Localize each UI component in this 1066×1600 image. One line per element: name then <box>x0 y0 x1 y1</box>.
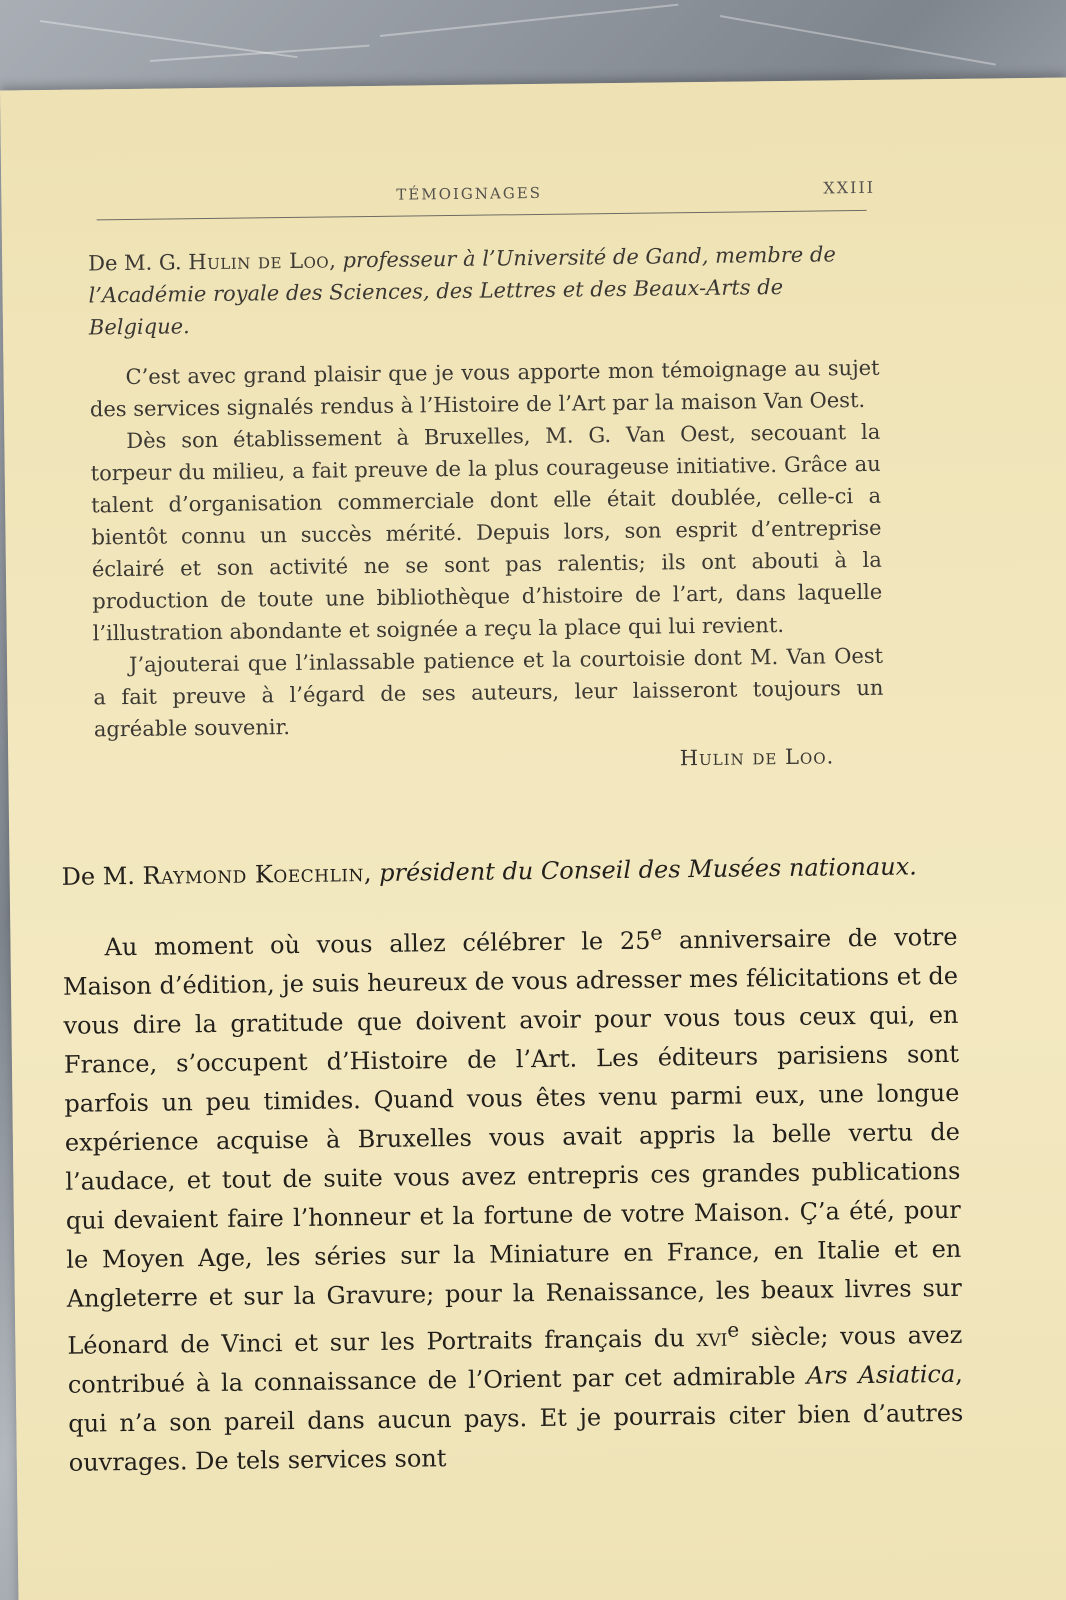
author-role: président du Conseil des Musées nationaux. <box>378 852 917 887</box>
paragraph: Dès son établissement à Bruxelles, M. G. Van Oest, secouant la torpeur du milieu, a fait preuve de la plus courageuse initiative. Grâce au talent d’organisation commerciale dont elle était doublée, celle-ci a bientôt connu un succès mérité. Depuis lors, son esprit d’entreprise éclairé et son activité ne se sont pas ralentis; ils ont abouti à la production de toute une bibliothèque d’histoire de l’art, dans laquelle l’illustration abondante et soignée a reçu la place qui lui revient. <box>90 419 883 646</box>
superscript: e <box>727 1317 740 1342</box>
intro-comma: , <box>329 248 343 273</box>
century-numeral: xvi <box>696 1323 728 1353</box>
text-run: siècle; vous avez contribué à la connaissance de l’Orient par cet admirable <box>67 1320 963 1399</box>
text-run: , qui n’a son pareil dans aucun pays. Et je pourrais citer bien d’autres ouvrages. De tels services sont <box>68 1359 964 1477</box>
author-role: professeur à l’Université de Gand, membre de l’Académie royale des Sciences, des Lettres et des Beaux-Arts de Belgique. <box>88 242 836 340</box>
book-title: Ars Asiatica <box>806 1359 956 1390</box>
signature: Hulin de Loo. <box>679 744 835 771</box>
author-name: Raymond Koechlin <box>142 859 365 890</box>
testimony-koechlin <box>61 847 964 1483</box>
intro-comma: , <box>363 858 380 888</box>
page-number: XXIII <box>823 177 876 198</box>
testimony-intro <box>88 238 879 344</box>
intro-prefix: De M. <box>61 861 143 891</box>
cloth-fold-decor <box>150 45 370 62</box>
cloth-fold-decor <box>380 4 679 37</box>
running-head: TÉMOIGNAGES <box>396 183 543 204</box>
author-name: Hulin de Loo <box>188 248 330 275</box>
header-rule <box>97 210 867 220</box>
book-page <box>0 77 1066 1600</box>
text-run: anniversaire de votre Maison d’édition, je suis heureux de vous adresser mes félicitations et de vous dire la gratitude que doivent avoir pour vous tous ceux qui, en France, s’occupent d’Histoire de l’Art. Les éditeurs parisiens sont parfois un peu timides. Quand vous êtes venu parmi eux, une longue expérience acquise à Bruxelles vous avait appris la belle vertu de l’audace, et tout de suite vous avez entrepris ces grandes publications qui devaient faire l’honneur et la fortune de votre Maison. Ç’a été, pour le Moyen Age, les séries sur la Miniature en France, en Italie et en Angleterre et sur la Gravure; pour la Renaissance, les beaux livres sur Léonard de Vinci et sur les Portraits français du <box>62 922 962 1360</box>
paragraph <box>62 910 964 1483</box>
text-run: Au moment où vous allez célébrer le 25 <box>104 926 651 962</box>
testimony-hulin-de-loo <box>88 238 884 782</box>
superscript: e <box>650 920 663 945</box>
intro-prefix: De M. G. <box>88 250 189 276</box>
paragraph: J’ajouterai que l’inlassable patience et la courtoisie dont M. Van Oest a fait preuve à l’égard de ses auteurs, leur laisseront toujours un agréable souvenir. <box>93 643 884 742</box>
cloth-fold-decor <box>720 15 996 66</box>
testimony-intro <box>61 847 956 897</box>
paragraph: C’est avec grand plaisir que je vous apporte mon témoignage au sujet des services signalés rendus à l’Histoire de l’Art par la maison Van Oest. <box>89 355 880 422</box>
